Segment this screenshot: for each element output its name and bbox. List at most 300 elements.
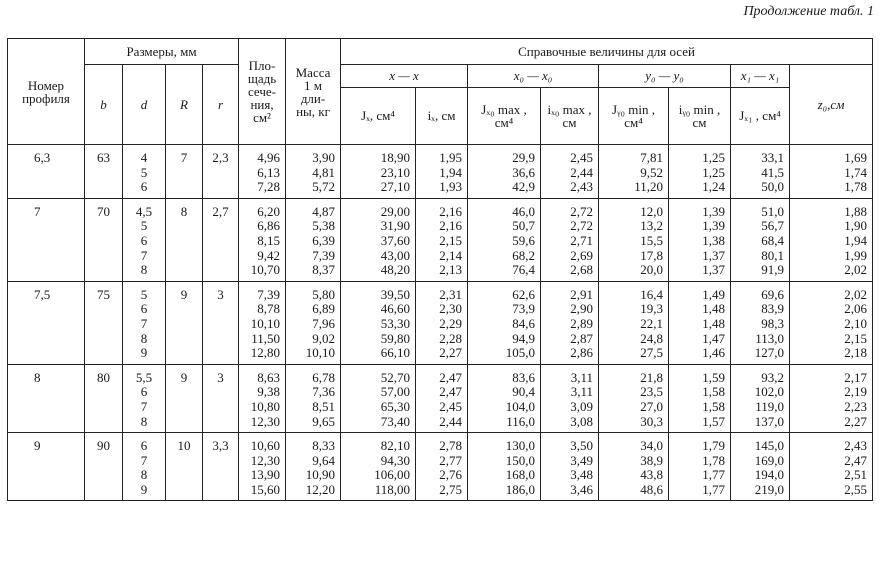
cell-value: 27,5 <box>640 345 664 361</box>
cell-value: 2,91 <box>570 286 594 302</box>
cell-value: 3,09 <box>570 398 594 414</box>
cell-value: 15,60 <box>250 481 281 497</box>
header-d: d <box>123 65 166 145</box>
cell-value: 39,50 <box>380 286 411 302</box>
cell-r <box>203 281 239 364</box>
cell-Jx1 <box>731 145 790 199</box>
cell-value: 104,0 <box>505 398 536 414</box>
cell-value: 50,0 <box>761 179 785 195</box>
cell-b <box>85 198 123 281</box>
cell-value: 2,30 <box>439 301 463 317</box>
cell-value: 2,19 <box>844 384 868 400</box>
cell-value: 83,6 <box>512 369 536 385</box>
cell-value: 169,0 <box>754 452 785 468</box>
cell-value: 1,37 <box>702 262 726 278</box>
cell-value: 2,72 <box>570 203 594 219</box>
table-row-group <box>8 364 873 432</box>
cell-value: 10,80 <box>250 398 281 414</box>
cell-value: 48,20 <box>380 262 411 278</box>
cell-value: 13,2 <box>640 218 664 234</box>
cell-value: 9 <box>180 369 188 385</box>
cell-value: 38,9 <box>640 452 664 468</box>
cell-Jx0max <box>468 281 541 364</box>
cell-value: 27,0 <box>640 398 664 414</box>
cell-value: 2,17 <box>844 369 868 385</box>
cell-value: 11,20 <box>634 179 664 195</box>
cell-value: 1,77 <box>702 467 726 483</box>
cell-Jx0max <box>468 433 541 501</box>
cell-value: 9 <box>140 345 148 361</box>
cell-z0 <box>790 364 873 432</box>
header-reference-group: Справочные величины для осей <box>341 39 873 65</box>
cell-value: 6,78 <box>312 369 336 385</box>
header-r: r <box>203 65 239 145</box>
cell-value: 2,10 <box>844 315 868 331</box>
cell-R <box>166 433 203 501</box>
cell-value: 6 <box>140 384 148 400</box>
cell-value: 2,02 <box>844 262 868 278</box>
cell-value: 2,7 <box>212 203 229 219</box>
cell-z0 <box>790 433 873 501</box>
cell-value: 113,0 <box>755 330 785 346</box>
cell-value: 1,69 <box>844 150 868 165</box>
cell-value: 48,6 <box>640 481 664 497</box>
cell-value: 5,38 <box>312 218 336 234</box>
cell-value: 6,3 <box>34 150 51 165</box>
cell-Jx0max <box>468 364 541 432</box>
cell-value: 119,0 <box>755 398 785 414</box>
cell-value: 57,00 <box>380 384 411 400</box>
cell-value: 3,90 <box>312 150 336 165</box>
cell-value: 52,70 <box>380 369 411 385</box>
cell-value: 8,51 <box>312 398 336 414</box>
header-Jy0min: Jᵧ₀ min , см⁴ <box>599 88 669 145</box>
cell-value: 6,39 <box>312 232 336 248</box>
cell-value: 19,3 <box>640 301 664 317</box>
cell-iy0min <box>669 281 731 364</box>
cell-value: 8 <box>140 413 148 429</box>
cell-value: 2,13 <box>439 262 463 278</box>
cell-value: 1,59 <box>702 369 726 385</box>
cell-area <box>239 198 286 281</box>
cell-profile-number <box>8 145 85 199</box>
header-Jx0max: Jₓ₀ max , см⁴ <box>468 88 541 145</box>
cell-value: 2,18 <box>844 345 868 361</box>
cell-value: 5,5 <box>135 369 153 385</box>
header-mass: Масса 1 м дли- ны, кг <box>286 39 341 145</box>
header-ix0max: iₓ₀ max , см <box>541 88 599 145</box>
cell-value: 20,0 <box>640 262 664 278</box>
cell-value: 10,10 <box>250 315 281 331</box>
header-iy0min: iᵧ₀ min , см <box>669 88 731 145</box>
cell-value: 1,25 <box>702 150 726 165</box>
cell-value: 2,69 <box>570 247 594 263</box>
cell-value: 62,6 <box>512 286 536 302</box>
cell-value: 6,86 <box>257 218 281 234</box>
cell-value: 1,39 <box>702 203 726 219</box>
cell-value: 1,90 <box>844 218 868 234</box>
cell-value: 33,1 <box>761 150 785 165</box>
cell-value: 2,78 <box>439 438 463 454</box>
cell-value: 4,96 <box>257 150 281 165</box>
cell-value: 10,10 <box>305 345 336 361</box>
cell-r <box>203 364 239 432</box>
header-z0: z₀,см <box>790 65 873 145</box>
header-ix: iₓ, см <box>416 88 468 145</box>
cell-value: 7,39 <box>257 286 281 302</box>
cell-value: 2,77 <box>439 452 463 468</box>
cell-value: 13,90 <box>250 467 281 483</box>
cell-value: 73,9 <box>512 301 536 317</box>
cell-value: 8 <box>140 330 148 346</box>
cell-value: 1,24 <box>702 179 726 195</box>
cell-value: 2,44 <box>439 413 463 429</box>
cell-Jx <box>341 364 416 432</box>
cell-Jx <box>341 281 416 364</box>
cell-value: 2,29 <box>439 315 463 331</box>
cell-value: 23,5 <box>640 384 664 400</box>
table-row-group <box>8 198 873 281</box>
cell-value: 8,78 <box>257 301 281 317</box>
cell-value: 3,11 <box>570 384 594 400</box>
cell-z0 <box>790 198 873 281</box>
cell-value: 1,88 <box>844 203 868 219</box>
cell-r <box>203 433 239 501</box>
cell-d <box>123 145 166 199</box>
cell-value: 1,57 <box>702 413 726 429</box>
header-R: R <box>166 65 203 145</box>
cell-ix0max <box>541 364 599 432</box>
cell-value: 168,0 <box>505 467 536 483</box>
cell-value: 2,27 <box>844 413 868 429</box>
cell-value: 118,00 <box>374 481 411 497</box>
header-Jx1: Jₓ₁ , см⁴ <box>731 88 790 145</box>
cell-value: 42,9 <box>512 179 536 195</box>
cell-value: 24,8 <box>640 330 664 346</box>
cell-value: 83,9 <box>761 301 785 317</box>
cell-Jx0max <box>468 198 541 281</box>
header-Jx: Jₓ, см⁴ <box>341 88 416 145</box>
cell-value: 12,0 <box>640 203 664 219</box>
cell-value: 1,37 <box>702 247 726 263</box>
cell-value: 9,52 <box>640 164 664 180</box>
cell-value: 2,45 <box>439 398 463 414</box>
cell-value: 69,6 <box>761 286 785 302</box>
cell-value: 2,68 <box>570 262 594 278</box>
cell-value: 3,49 <box>570 452 594 468</box>
cell-value: 6,13 <box>257 164 281 180</box>
cell-value: 10,60 <box>250 438 281 454</box>
cell-value: 84,6 <box>512 315 536 331</box>
cell-value: 9 <box>180 286 188 302</box>
cell-value: 3 <box>217 369 224 385</box>
cell-value: 2,02 <box>844 286 868 302</box>
cell-value: 102,0 <box>754 384 785 400</box>
cell-Jy0min <box>599 281 669 364</box>
cell-value: 2,06 <box>844 301 868 317</box>
header-b: b <box>85 65 123 145</box>
cell-value: 7 <box>140 398 148 414</box>
cell-value: 93,2 <box>761 369 785 385</box>
cell-value: 7,36 <box>312 384 336 400</box>
cell-value: 9 <box>34 438 41 454</box>
cell-value: 8,63 <box>257 369 281 385</box>
cell-profile-number <box>8 198 85 281</box>
cell-R <box>166 364 203 432</box>
cell-value: 2,89 <box>570 315 594 331</box>
cell-area <box>239 433 286 501</box>
cell-value: 7 <box>34 203 41 219</box>
cell-value: 2,72 <box>570 218 594 234</box>
cell-value: 1,46 <box>702 345 726 361</box>
cell-ix <box>416 364 468 432</box>
cell-iy0min <box>669 198 731 281</box>
cell-value: 6,89 <box>312 301 336 317</box>
cell-value: 2,55 <box>844 481 868 497</box>
cell-value: 1,94 <box>439 164 463 180</box>
cell-mass <box>286 198 341 281</box>
cell-z0 <box>790 281 873 364</box>
cell-value: 9,02 <box>312 330 336 346</box>
header-axis-x1-x1: x₁ — x₁ <box>731 65 790 88</box>
cell-value: 94,30 <box>380 452 411 468</box>
cell-value: 15,5 <box>640 232 664 248</box>
cell-value: 1,79 <box>702 438 726 454</box>
cell-value: 219,0 <box>754 481 785 497</box>
cell-value: 37,60 <box>380 232 411 248</box>
cell-ix <box>416 433 468 501</box>
cell-value: 51,0 <box>761 203 785 219</box>
cell-d <box>123 433 166 501</box>
cell-value: 91,9 <box>761 262 785 278</box>
cell-value: 145,0 <box>754 438 785 454</box>
cell-mass <box>286 145 341 199</box>
cell-Jx <box>341 145 416 199</box>
cell-mass <box>286 364 341 432</box>
cell-value: 59,6 <box>512 232 536 248</box>
cell-value: 98,3 <box>761 315 785 331</box>
cell-value: 12,20 <box>305 481 336 497</box>
cell-value: 1,39 <box>702 218 726 234</box>
cell-area <box>239 281 286 364</box>
cell-value: 3,48 <box>570 467 594 483</box>
cell-value: 73,40 <box>380 413 411 429</box>
cell-iy0min <box>669 145 731 199</box>
cell-value: 1,77 <box>702 481 726 497</box>
cell-b <box>85 364 123 432</box>
cell-value: 46,60 <box>380 301 411 317</box>
cell-Jx1 <box>731 281 790 364</box>
cell-value: 150,0 <box>505 452 536 468</box>
cell-value: 2,47 <box>439 384 463 400</box>
cell-value: 105,0 <box>505 345 536 361</box>
cell-value: 5,80 <box>312 286 336 302</box>
cell-value: 7 <box>180 150 188 165</box>
cell-d <box>123 198 166 281</box>
cell-value: 5 <box>140 286 148 302</box>
cell-Jx <box>341 433 416 501</box>
cell-value: 1,48 <box>702 301 726 317</box>
cell-Jy0min <box>599 198 669 281</box>
cell-value: 2,3 <box>212 150 229 165</box>
header-axis-x0-x0: x₀ — x₀ <box>468 65 599 88</box>
cell-value: 1,74 <box>844 164 868 180</box>
table-continuation-caption: Продолжение табл. 1 <box>743 4 874 19</box>
cell-Jx <box>341 198 416 281</box>
cell-value: 94,9 <box>512 330 536 346</box>
cell-value: 31,90 <box>380 218 411 234</box>
cell-value: 21,8 <box>640 369 664 385</box>
cell-value: 2,28 <box>439 330 463 346</box>
angle-profile-table <box>7 38 873 501</box>
cell-value: 9,64 <box>312 452 336 468</box>
cell-value: 6 <box>140 301 148 317</box>
cell-mass <box>286 281 341 364</box>
cell-R <box>166 281 203 364</box>
cell-value: 41,5 <box>761 164 785 180</box>
cell-R <box>166 145 203 199</box>
cell-value: 66,10 <box>380 345 411 361</box>
cell-value: 2,47 <box>439 369 463 385</box>
cell-profile-number <box>8 364 85 432</box>
cell-z0 <box>790 145 873 199</box>
cell-value: 1,58 <box>702 384 726 400</box>
cell-b <box>85 145 123 199</box>
cell-value: 1,49 <box>702 286 726 302</box>
cell-value: 90,4 <box>512 384 536 400</box>
cell-value: 1,95 <box>439 150 463 165</box>
cell-value: 9,65 <box>312 413 336 429</box>
cell-value: 22,1 <box>640 315 664 331</box>
cell-value: 68,4 <box>761 232 785 248</box>
cell-value: 2,15 <box>844 330 868 346</box>
header-axis-y0-y0: y₀ — y₀ <box>599 65 731 88</box>
cell-value: 23,10 <box>380 164 411 180</box>
cell-value: 34,0 <box>640 438 664 454</box>
cell-value: 1,25 <box>702 164 726 180</box>
cell-value: 1,47 <box>702 330 726 346</box>
cell-value: 12,30 <box>250 452 281 468</box>
cell-value: 2,51 <box>844 467 868 483</box>
cell-profile-number <box>8 281 85 364</box>
header-area: Пло- щадь сече- ния, см² <box>239 39 286 145</box>
cell-ix0max <box>541 198 599 281</box>
cell-value: 9,42 <box>257 247 281 263</box>
cell-value: 59,80 <box>380 330 411 346</box>
table-row-group <box>8 145 873 199</box>
cell-value: 2,15 <box>439 232 463 248</box>
cell-value: 18,90 <box>380 150 411 165</box>
cell-value: 2,47 <box>844 452 868 468</box>
cell-value: 8,37 <box>312 262 336 278</box>
cell-value: 75 <box>97 286 110 302</box>
cell-value: 137,0 <box>754 413 785 429</box>
cell-value: 2,16 <box>439 218 463 234</box>
cell-Jx1 <box>731 433 790 501</box>
header-axis-x-x: x — x <box>341 65 468 88</box>
cell-value: 106,00 <box>374 467 411 483</box>
cell-Jy0min <box>599 433 669 501</box>
cell-d <box>123 281 166 364</box>
cell-value: 2,76 <box>439 467 463 483</box>
cell-value: 2,14 <box>439 247 463 263</box>
cell-ix0max <box>541 145 599 199</box>
cell-value: 6,20 <box>257 203 281 219</box>
cell-Jx0max <box>468 145 541 199</box>
cell-value: 7,5 <box>34 286 51 302</box>
cell-Jy0min <box>599 364 669 432</box>
cell-value: 3,46 <box>570 481 594 497</box>
cell-value: 5,72 <box>312 179 336 195</box>
cell-value: 12,80 <box>250 345 281 361</box>
cell-value: 8 <box>34 369 41 385</box>
cell-value: 5 <box>140 218 148 234</box>
cell-value: 9,38 <box>257 384 281 400</box>
cell-value: 1,99 <box>844 247 868 263</box>
cell-value: 1,78 <box>702 452 726 468</box>
cell-value: 7,81 <box>640 150 664 165</box>
cell-value: 29,00 <box>380 203 411 219</box>
cell-r <box>203 198 239 281</box>
header-profile: Номер профиля <box>8 39 85 145</box>
cell-value: 29,9 <box>512 150 536 165</box>
cell-b <box>85 281 123 364</box>
cell-value: 17,8 <box>640 247 664 263</box>
cell-value: 2,31 <box>439 286 463 302</box>
cell-value: 8 <box>140 467 148 483</box>
header-sizes-group: Размеры, мм <box>85 39 239 65</box>
cell-value: 3,3 <box>212 438 229 454</box>
cell-value: 3,11 <box>570 369 594 385</box>
cell-value: 63 <box>97 150 110 165</box>
cell-value: 1,58 <box>702 398 726 414</box>
table-body <box>8 145 873 501</box>
cell-value: 2,43 <box>844 438 868 454</box>
cell-value: 1,94 <box>844 232 868 248</box>
cell-value: 70 <box>97 203 110 219</box>
cell-ix0max <box>541 281 599 364</box>
cell-value: 116,0 <box>506 413 536 429</box>
cell-value: 8,15 <box>257 232 281 248</box>
cell-ix <box>416 281 468 364</box>
cell-value: 2,27 <box>439 345 463 361</box>
cell-value: 1,38 <box>702 232 726 248</box>
cell-value: 7,39 <box>312 247 336 263</box>
cell-value: 7,28 <box>257 179 281 195</box>
cell-value: 43,00 <box>380 247 411 263</box>
cell-value: 16,4 <box>640 286 664 302</box>
cell-area <box>239 145 286 199</box>
cell-value: 3,50 <box>570 438 594 454</box>
cell-profile-number <box>8 433 85 501</box>
cell-ix <box>416 198 468 281</box>
cell-value: 27,10 <box>380 179 411 195</box>
cell-value: 7 <box>140 247 148 263</box>
cell-value: 50,7 <box>512 218 536 234</box>
cell-value: 2,75 <box>439 481 463 497</box>
cell-value: 2,86 <box>570 345 594 361</box>
cell-value: 11,50 <box>251 330 281 346</box>
cell-value: 30,3 <box>640 413 664 429</box>
cell-r <box>203 145 239 199</box>
cell-ix <box>416 145 468 199</box>
cell-value: 1,48 <box>702 315 726 331</box>
cell-value: 80,1 <box>761 247 785 263</box>
cell-b <box>85 433 123 501</box>
cell-value: 68,2 <box>512 247 536 263</box>
cell-value: 2,87 <box>570 330 594 346</box>
cell-value: 1,78 <box>844 179 868 195</box>
